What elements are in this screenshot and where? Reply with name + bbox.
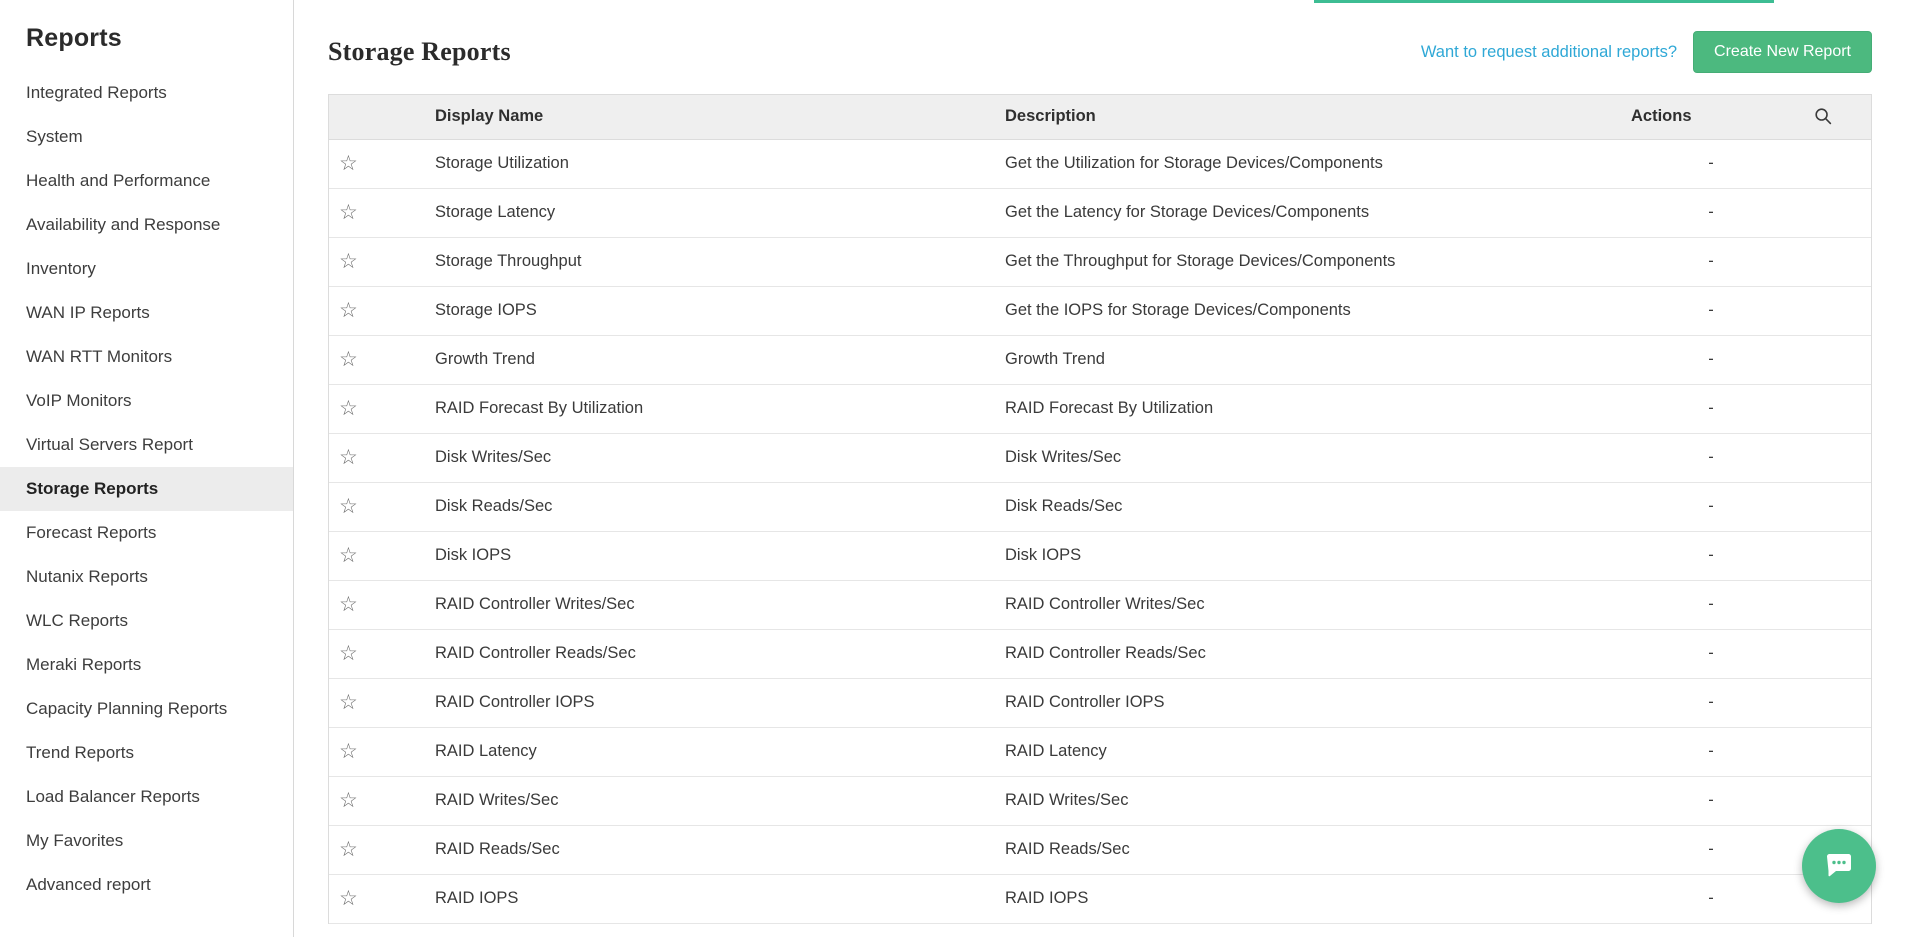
report-actions-cell: - [1621, 776, 1801, 825]
star-icon[interactable]: ☆ [339, 788, 358, 812]
sidebar-item-label: Integrated Reports [26, 83, 167, 102]
star-icon[interactable]: ☆ [339, 837, 358, 861]
report-spacer-cell [1801, 188, 1871, 237]
chat-icon[interactable] [1802, 829, 1876, 903]
favorite-cell [329, 188, 425, 237]
star-icon[interactable]: ☆ [339, 739, 358, 763]
table-row[interactable] [329, 580, 1871, 629]
table-row[interactable] [329, 776, 1871, 825]
sidebar-item-wan-rtt-monitors[interactable] [0, 335, 293, 379]
sidebar-item-integrated-reports[interactable] [0, 71, 293, 115]
report-actions-cell: - [1621, 384, 1801, 433]
sidebar-item-system[interactable] [0, 115, 293, 159]
table-row[interactable] [329, 678, 1871, 727]
report-actions-cell: - [1621, 139, 1801, 188]
report-actions-cell: - [1621, 286, 1801, 335]
table-row[interactable] [329, 825, 1871, 874]
report-description-cell: Disk Reads/Sec [995, 482, 1621, 531]
main-header [294, 0, 1920, 80]
report-description-cell: Get the IOPS for Storage Devices/Components [995, 286, 1621, 335]
sidebar-item-label: Meraki Reports [26, 655, 142, 674]
table-row[interactable] [329, 531, 1871, 580]
report-actions-cell: - [1621, 335, 1801, 384]
report-description-cell: Get the Latency for Storage Devices/Components [995, 188, 1621, 237]
sidebar-item-label: Inventory [26, 259, 96, 278]
sidebar-item-label: Health and Performance [26, 171, 211, 190]
sidebar-item-load-balancer-reports[interactable] [0, 775, 293, 819]
report-name-cell[interactable]: RAID Reads/Sec [425, 825, 995, 874]
star-icon[interactable]: ☆ [339, 249, 358, 273]
report-description-cell: RAID Controller Reads/Sec [995, 629, 1621, 678]
report-actions-cell: - [1621, 629, 1801, 678]
sidebar-item-inventory[interactable] [0, 247, 293, 291]
table-row[interactable] [329, 237, 1871, 286]
star-icon[interactable]: ☆ [339, 543, 358, 567]
report-actions-cell: - [1621, 237, 1801, 286]
sidebar-item-health-and-performance[interactable] [0, 159, 293, 203]
report-spacer-cell [1801, 286, 1871, 335]
report-name-cell[interactable]: Growth Trend [425, 335, 995, 384]
report-spacer-cell [1801, 384, 1871, 433]
report-name-cell[interactable]: RAID IOPS [425, 874, 995, 923]
favorite-cell [329, 286, 425, 335]
report-actions-cell: - [1621, 874, 1801, 923]
report-name-cell[interactable]: RAID Controller IOPS [425, 678, 995, 727]
favorite-cell [329, 139, 425, 188]
report-description-cell: RAID Reads/Sec [995, 825, 1621, 874]
column-header-display-name[interactable]: Display Name [425, 95, 995, 139]
star-icon[interactable]: ☆ [339, 200, 358, 224]
report-actions-cell: - [1621, 580, 1801, 629]
report-name-cell[interactable]: Storage Latency [425, 188, 995, 237]
report-name-cell[interactable]: Disk IOPS [425, 531, 995, 580]
star-icon[interactable]: ☆ [339, 690, 358, 714]
report-actions-cell: - [1621, 825, 1801, 874]
favorite-cell [329, 825, 425, 874]
sidebar-item-label: Storage Reports [26, 479, 159, 498]
sidebar-nav [0, 71, 293, 907]
star-icon[interactable]: ☆ [339, 396, 358, 420]
report-description-cell: Get the Throughput for Storage Devices/Components [995, 237, 1621, 286]
report-description-cell: RAID Forecast By Utilization [995, 384, 1621, 433]
favorite-cell [329, 384, 425, 433]
report-spacer-cell [1801, 776, 1871, 825]
sidebar-item-label: My Favorites [26, 831, 124, 850]
favorite-cell [329, 678, 425, 727]
table-row[interactable] [329, 433, 1871, 482]
page-title: Storage Reports [328, 37, 511, 66]
report-actions-cell: - [1621, 727, 1801, 776]
table-row[interactable] [329, 727, 1871, 776]
table-row[interactable] [329, 139, 1871, 188]
star-icon[interactable]: ☆ [339, 151, 358, 175]
table-body [329, 139, 1871, 923]
favorite-cell [329, 776, 425, 825]
report-name-cell[interactable]: Disk Writes/Sec [425, 433, 995, 482]
star-icon[interactable]: ☆ [339, 592, 358, 616]
search-icon[interactable] [1811, 104, 1835, 128]
header-actions [1421, 31, 1872, 73]
favorite-cell [329, 874, 425, 923]
sidebar-item-label: Forecast Reports [26, 523, 157, 542]
star-icon[interactable]: ☆ [339, 886, 358, 910]
sidebar-item-nutanix-reports[interactable] [0, 555, 293, 599]
report-spacer-cell [1801, 629, 1871, 678]
table-row[interactable] [329, 482, 1871, 531]
sidebar-item-capacity-planning-reports[interactable] [0, 687, 293, 731]
report-name-cell[interactable]: RAID Forecast By Utilization [425, 384, 995, 433]
sidebar-item-label: Capacity Planning Reports [26, 699, 228, 718]
sidebar-item-label: Trend Reports [26, 743, 135, 762]
table-row[interactable] [329, 384, 1871, 433]
star-icon[interactable]: ☆ [339, 445, 358, 469]
sidebar-item-label: Nutanix Reports [26, 567, 148, 586]
report-name-cell[interactable]: RAID Controller Writes/Sec [425, 580, 995, 629]
report-spacer-cell [1801, 335, 1871, 384]
top-accent-bar [1314, 0, 1774, 3]
report-actions-cell: - [1621, 433, 1801, 482]
report-name-cell[interactable]: RAID Writes/Sec [425, 776, 995, 825]
report-name-cell[interactable]: Storage Utilization [425, 139, 995, 188]
favorite-cell [329, 433, 425, 482]
reports-table-container [328, 94, 1872, 924]
sidebar-item-wlc-reports[interactable] [0, 599, 293, 643]
report-name-cell[interactable]: RAID Controller Reads/Sec [425, 629, 995, 678]
report-actions-cell: - [1621, 678, 1801, 727]
reports-table [329, 95, 1871, 924]
create-new-report-button[interactable]: Create New Report [1693, 31, 1872, 73]
table-row[interactable] [329, 335, 1871, 384]
star-icon[interactable]: ☆ [339, 347, 358, 371]
sidebar-item-advanced-report[interactable] [0, 863, 293, 907]
report-description-cell: Growth Trend [995, 335, 1621, 384]
favorite-cell [329, 580, 425, 629]
table-row[interactable] [329, 188, 1871, 237]
sidebar-item-label: Load Balancer Reports [26, 787, 200, 806]
report-description-cell: RAID IOPS [995, 874, 1621, 923]
report-actions-cell: - [1621, 531, 1801, 580]
favorite-cell [329, 727, 425, 776]
sidebar-item-wan-ip-reports[interactable] [0, 291, 293, 335]
report-spacer-cell [1801, 482, 1871, 531]
sidebar-item-forecast-reports[interactable] [0, 511, 293, 555]
column-header-description[interactable]: Description [995, 95, 1621, 139]
report-actions-cell: - [1621, 482, 1801, 531]
sidebar-item-label: WAN RTT Monitors [26, 347, 173, 366]
favorite-cell [329, 531, 425, 580]
report-spacer-cell [1801, 678, 1871, 727]
report-spacer-cell [1801, 580, 1871, 629]
report-spacer-cell [1801, 433, 1871, 482]
main-content [294, 0, 1920, 937]
report-description-cell: RAID Writes/Sec [995, 776, 1621, 825]
table-row[interactable] [329, 286, 1871, 335]
report-spacer-cell [1801, 727, 1871, 776]
sidebar-item-voip-monitors[interactable] [0, 379, 293, 423]
sidebar-item-availability-and-response[interactable] [0, 203, 293, 247]
sidebar [0, 0, 294, 937]
favorite-cell [329, 482, 425, 531]
report-spacer-cell [1801, 531, 1871, 580]
sidebar-item-label: WLC Reports [26, 611, 129, 630]
report-description-cell: Disk IOPS [995, 531, 1621, 580]
star-icon[interactable]: ☆ [339, 298, 358, 322]
favorite-cell [329, 237, 425, 286]
sidebar-item-trend-reports[interactable] [0, 731, 293, 775]
report-actions-cell: - [1621, 188, 1801, 237]
sidebar-item-label: Virtual Servers Report [26, 435, 193, 454]
sidebar-item-meraki-reports[interactable] [0, 643, 293, 687]
report-name-cell[interactable]: Storage IOPS [425, 286, 995, 335]
sidebar-item-label: Advanced report [26, 875, 151, 894]
column-header-search [1801, 95, 1871, 139]
report-spacer-cell [1801, 139, 1871, 188]
report-name-cell[interactable]: Storage Throughput [425, 237, 995, 286]
sidebar-item-label: WAN IP Reports [26, 303, 150, 322]
report-description-cell: Get the Utilization for Storage Devices/Components [995, 139, 1621, 188]
request-additional-reports-link[interactable]: Want to request additional reports? [1420, 42, 1678, 61]
sidebar-item-my-favorites[interactable] [0, 819, 293, 863]
report-description-cell: RAID Controller IOPS [995, 678, 1621, 727]
table-header-row [329, 95, 1871, 139]
favorite-cell [329, 335, 425, 384]
table-row[interactable] [329, 874, 1871, 923]
report-name-cell[interactable]: Disk Reads/Sec [425, 482, 995, 531]
sidebar-item-label: System [26, 127, 83, 146]
sidebar-item-virtual-servers-report[interactable] [0, 423, 293, 467]
sidebar-item-label: Availability and Response [26, 215, 221, 234]
sidebar-item-label: VoIP Monitors [26, 391, 132, 410]
sidebar-title: Reports [26, 24, 122, 52]
column-header-actions: Actions [1621, 95, 1801, 139]
favorite-cell [329, 629, 425, 678]
column-header-favorite [329, 95, 425, 139]
star-icon[interactable]: ☆ [339, 494, 358, 518]
table-header [329, 95, 1871, 139]
report-description-cell: RAID Latency [995, 727, 1621, 776]
table-row[interactable] [329, 629, 1871, 678]
star-icon[interactable]: ☆ [339, 641, 358, 665]
report-name-cell[interactable]: RAID Latency [425, 727, 995, 776]
sidebar-item-storage-reports[interactable] [0, 467, 293, 511]
report-spacer-cell [1801, 237, 1871, 286]
report-description-cell: RAID Controller Writes/Sec [995, 580, 1621, 629]
report-description-cell: Disk Writes/Sec [995, 433, 1621, 482]
